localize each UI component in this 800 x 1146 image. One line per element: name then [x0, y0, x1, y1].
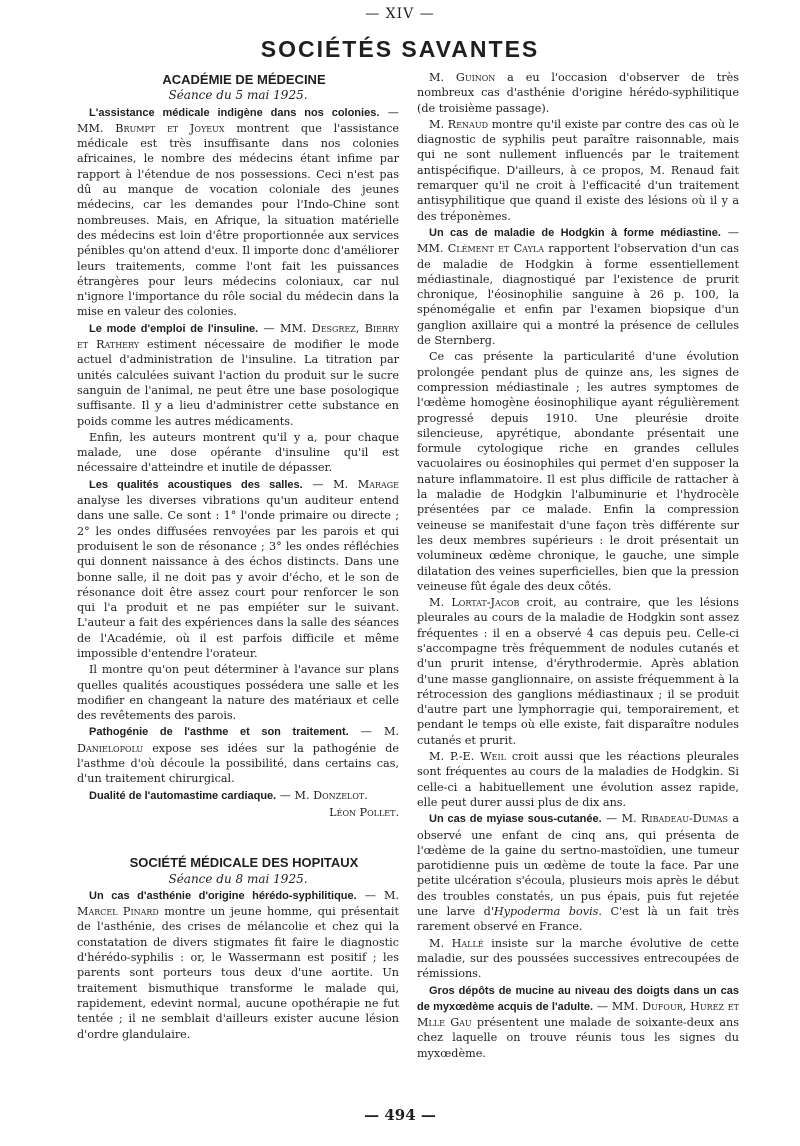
- paragraph-hodgkin-evolution: Ce cas présente la particularité d'une évolution prolongée pendant plus de quinze ans, les signes de compression médiastinale ; les autres symptomes de l'œdème homogène éosinophilique ayant régulièrement progressé depuis 1910. Une pleurésie droite silencieuse, apyrétique, abondante présentait une formule cytologique riche en grandes cellules vacuolaires ou éosinophiles qui permet d'en supposer la nature inflammatoire. Il est plus difficile de rattacher à la maladie de Hodgkin l'albuminurie et l'hydrocèle présentées par ce malade. Enfin la compression veineuse se manifestait d'une façon très différente sur les deux membres supérieurs : le droit présentait un volumineux œdème chronique, le gauche, une simple dilatation des veines superficielles, bien que la pression veineuse fût égale des deux côtés.: [417, 350, 739, 593]
- author-names: Marcel Pinard: [77, 905, 159, 919]
- heading-asthme: Pathogénie de l'asthme et son traitement.: [89, 726, 349, 739]
- text-fragment: — MM.: [77, 105, 399, 135]
- paragraph-weil: [417, 749, 739, 810]
- text-fragment: montre un jeune homme, qui présentait de l'asthénie, des crises de mélancolie et chez qui la constatation de divers stigmates fit faire le diagnostic d'hérédo-syphilis : or, le Wassermann est positif ; les parents sont porteurs tous deux d'une aortite. Un traitement bismuthique transforme le malade qui, rapidement, edevint normal, aucune opothérapie ne fut tentée ; il ne semblait d'ailleurs exister aucune lésion d'ordre glandulaire.: [77, 905, 399, 1041]
- heading-myiase: Un cas de myiase sous-cutanée.: [429, 813, 602, 826]
- author-names: Ribadeau-Dumas: [640, 812, 728, 826]
- text-fragment: — M.: [601, 812, 641, 826]
- text-fragment: M.: [429, 117, 448, 131]
- heading-acoustique: Les qualités acoustiques des salles.: [89, 478, 303, 491]
- paragraph-lortat-jacob: [417, 595, 739, 748]
- author-names: Clément et Cayla: [447, 242, 544, 256]
- text-fragment: croit aussi que les réactions pleurales sont fréquentes au cours de la maladies de Hodgkin. Si celle-ci a habituellement une évolution assez rapide, elle peut durer aussi plus de dix ans.: [417, 750, 739, 809]
- right-column: [417, 70, 739, 1062]
- paragraph-hodgkin: [417, 225, 739, 348]
- hopitaux-title: SOCIÉTÉ MÉDICALE DES HOPITAUX: [129, 855, 359, 871]
- heading-hodgkin: Un cas de maladie de Hodgkin à forme médiastine.: [429, 226, 721, 239]
- text-fragment: M.: [429, 750, 450, 764]
- academie-title: ACADÉMIE DE MÉDECINE: [162, 72, 326, 87]
- paragraph-halle: [417, 936, 739, 982]
- paragraph-myiase: [417, 811, 739, 934]
- academie-seance-date: Séance du 5 mai 1925.: [168, 88, 308, 103]
- section-spacer: [77, 821, 399, 855]
- text-fragment: a eu l'occasion d'observer de très nombreux cas d'asthénie d'origine hérédo-syphilitique (de troisième passage).: [417, 71, 739, 115]
- text-fragment: montrent que l'assistance médicale est très insuffisante dans nos colonies africaines, le nombre des médecins étant infime par rapport à l'étendue de nos possessions. Ceci n'est pas dû au manque de vocation coloniale des jeunes médecins, car les demandes pour l'Indo-Chine sont nombreuses. Mais, en Afrique, la situation matérielle des médecins est loin d'être proportionnée aux services pénibles qu'on attend d'eux. Il importe donc d'améliorer leurs traitements, comme l'ont fait les puissances étrangères pour leurs médecins coloniaux, car nul n'ignore l'importance du rôle social du médecin dans la mise en valeur des colonies.: [77, 121, 399, 319]
- author-names: Desgrez, Bierry et Rathery: [77, 321, 399, 352]
- text-fragment: . C'est là un fait très rarement observé en France.: [417, 905, 739, 934]
- author-names: Renaud: [447, 117, 488, 131]
- left-column: [77, 72, 399, 1043]
- author-names: P.-E. Weil: [449, 750, 506, 764]
- text-fragment: a observé une enfant de cinq ans, qui présenta de l'œdème de la gaine du sertno-mastoïdien, une tumeur parotidienne puis un œdème de toute la face. Par une petite ulcération s'écoula, plusieurs mois après le début des troubles constatés, un pus épais, puis fut rejetée une larve d': [417, 812, 739, 919]
- text-fragment: insiste sur la marche évolutive de cette maladie, sur des poussées successives entrecoupées de rémissions.: [417, 936, 739, 981]
- author-names: Hallé: [451, 936, 484, 950]
- heading-assistance-medicale: L'assistance médicale indigène dans nos colonies.: [89, 106, 380, 119]
- text-fragment: expose ses idées sur la pathogénie de l'asthme d'où découle la possibilité, dans certains cas, d'un traitement chirurgical.: [77, 741, 399, 786]
- heading-automastime: Dualité de l'automastime cardiaque.: [89, 789, 277, 802]
- text-fragment: M.: [429, 71, 456, 84]
- paragraph-mucine: [417, 983, 739, 1061]
- paragraph-insuline: [77, 321, 399, 429]
- page-roman-numeral: — XIV —: [365, 6, 435, 22]
- text-fragment: — M.: [356, 888, 400, 902]
- paragraph-asthenie: [77, 888, 399, 1042]
- author-names: Brumpt et Joyeux: [115, 121, 225, 135]
- paragraph-asthme: [77, 724, 399, 786]
- text-fragment: — M.: [276, 788, 314, 802]
- paragraph-insuline-dose: Enfin, les auteurs montrent qu'il y a, pour chaque malade, une dose opérante d'insuline qu'il est nécessaire d'atteindre et inutile de dépasser.: [77, 430, 399, 475]
- text-fragment: croit, au contraire, que les lésions pleurales au cours de la maladie de Hodgkin sont assez fréquentes : il en a observé 4 cas depuis peu. Celle-ci s'accompagne très fréquemment de nodules cutanés et d'un prurit intense, d'érythrodermie. Après ablation d'une masse ganglionnaire, on assiste fréquemment à la rétrocession des ganglions médiastinaux ; il se produit d'autre part une lymphorragie qui, temporairement, et pendant le temps où elle existe, fait disparaître nodules cutanés et prurit.: [417, 596, 739, 747]
- text-fragment: estiment nécessaire de modifier le mode actuel d'administration de l'insuline. La titration par unités calculées suivant l'action du produit sur le sucre sanguin de l'animal, ne peut être une base posologique suffisante. Il y a lieu d'administrer cette substance en poids comme les autres médicaments.: [77, 338, 399, 428]
- author-names: Guinon: [455, 71, 496, 84]
- text-fragment: rapportent l'observation d'un cas de maladie de Hodgkin à forme essentiellement médiastinale, diagnostiqué par l'existence de prurit chronique, l'éosinophilie sanguine à 26 p. 100, la spénomégalie et enfin par l'examen biopsique d'un ganglion axillaire qui a montré la présence de cellules de Sternberg.: [417, 242, 739, 348]
- text-fragment: M.: [429, 596, 452, 610]
- page-number: — 494 —: [364, 1106, 436, 1124]
- author-names: Donzelot.: [313, 788, 368, 802]
- text-fragment: — M.: [348, 725, 400, 739]
- text-fragment: M.: [429, 936, 452, 950]
- author-names: Lortat-Jacob: [451, 596, 520, 610]
- hopitaux-seance-date: Séance du 8 mai 1925.: [168, 871, 308, 886]
- paragraph-acoustique: [77, 477, 399, 662]
- author-names: Dufour, Hurez et Mlle Gau: [417, 999, 739, 1030]
- section-title: SOCIÉTÉS SAVANTES: [260, 36, 540, 62]
- signature: Léon Pollet.: [329, 805, 399, 819]
- heading-insuline: Le mode d'emploi de l'insuline.: [89, 322, 259, 335]
- text-fragment: présentent une malade de soixante-deux ans chez laquelle on trouve réunis tous les signes du myxœdème.: [417, 1016, 739, 1060]
- paragraph-guinon: [417, 70, 739, 116]
- paragraph-automastime: [77, 788, 399, 804]
- text-fragment: — M.: [302, 477, 358, 491]
- text-fragment: montre qu'il existe par contre des cas où le diagnostic de syphilis peut paraître raisonnable, mais qui ne sont nullement influencés par le traitement antispécifique. D'ailleurs, à ce propos, M. Renaud fait remarquer qu'il ne croit à l'efficacité d'un traitement antisyphilitique que quand il existe des lésions où il y a des tréponèmes.: [417, 117, 739, 223]
- paragraph-renaud: [417, 117, 739, 224]
- text-fragment: — MM.: [258, 321, 312, 335]
- text-fragment: — MM.: [593, 999, 643, 1013]
- heading-mucine: Gros dépôts de mucine au niveau des doigts dans un cas de myxœdème acquis de l'adulte.: [417, 984, 739, 1013]
- paragraph-acoustique-plans: Il montre qu'on peut déterminer à l'avance sur plans quelles qualités acoustiques possédera une salle et les modifier en changeant la nature des matériaux et celle des revêtements des parois.: [77, 663, 399, 723]
- author-names: Marage: [357, 477, 399, 491]
- species-name: Hypoderma bovis: [493, 905, 599, 919]
- paragraph-assistance-medicale: [77, 105, 399, 320]
- text-fragment: analyse les diverses vibrations qu'un auditeur entend dans une salle. Ce sont : 1° l'onde primaire ou directe ; 2° les ondes diffusées renvoyées par les parois et qui produisent le son de résonance ; 3° les ondes réfléchies qui donnent naissance à des échos distincts. Dans une bonne salle, il ne doit pas y avoir d'écho, et le son de résonance doit être assez court pour renforcer le son qui l'a produit et ne pas empiéter sur le suivant. L'auteur a fait des expériences dans la salle des séances de l'Académie, où il est parfois difficile et même impossible d'entendre l'orateur.: [77, 494, 399, 660]
- text-fragment: — MM.: [417, 225, 739, 256]
- heading-asthenie: Un cas d'asthénie d'origine hérédo-syphilitique.: [89, 889, 357, 902]
- author-names: Danielopolu: [77, 741, 144, 755]
